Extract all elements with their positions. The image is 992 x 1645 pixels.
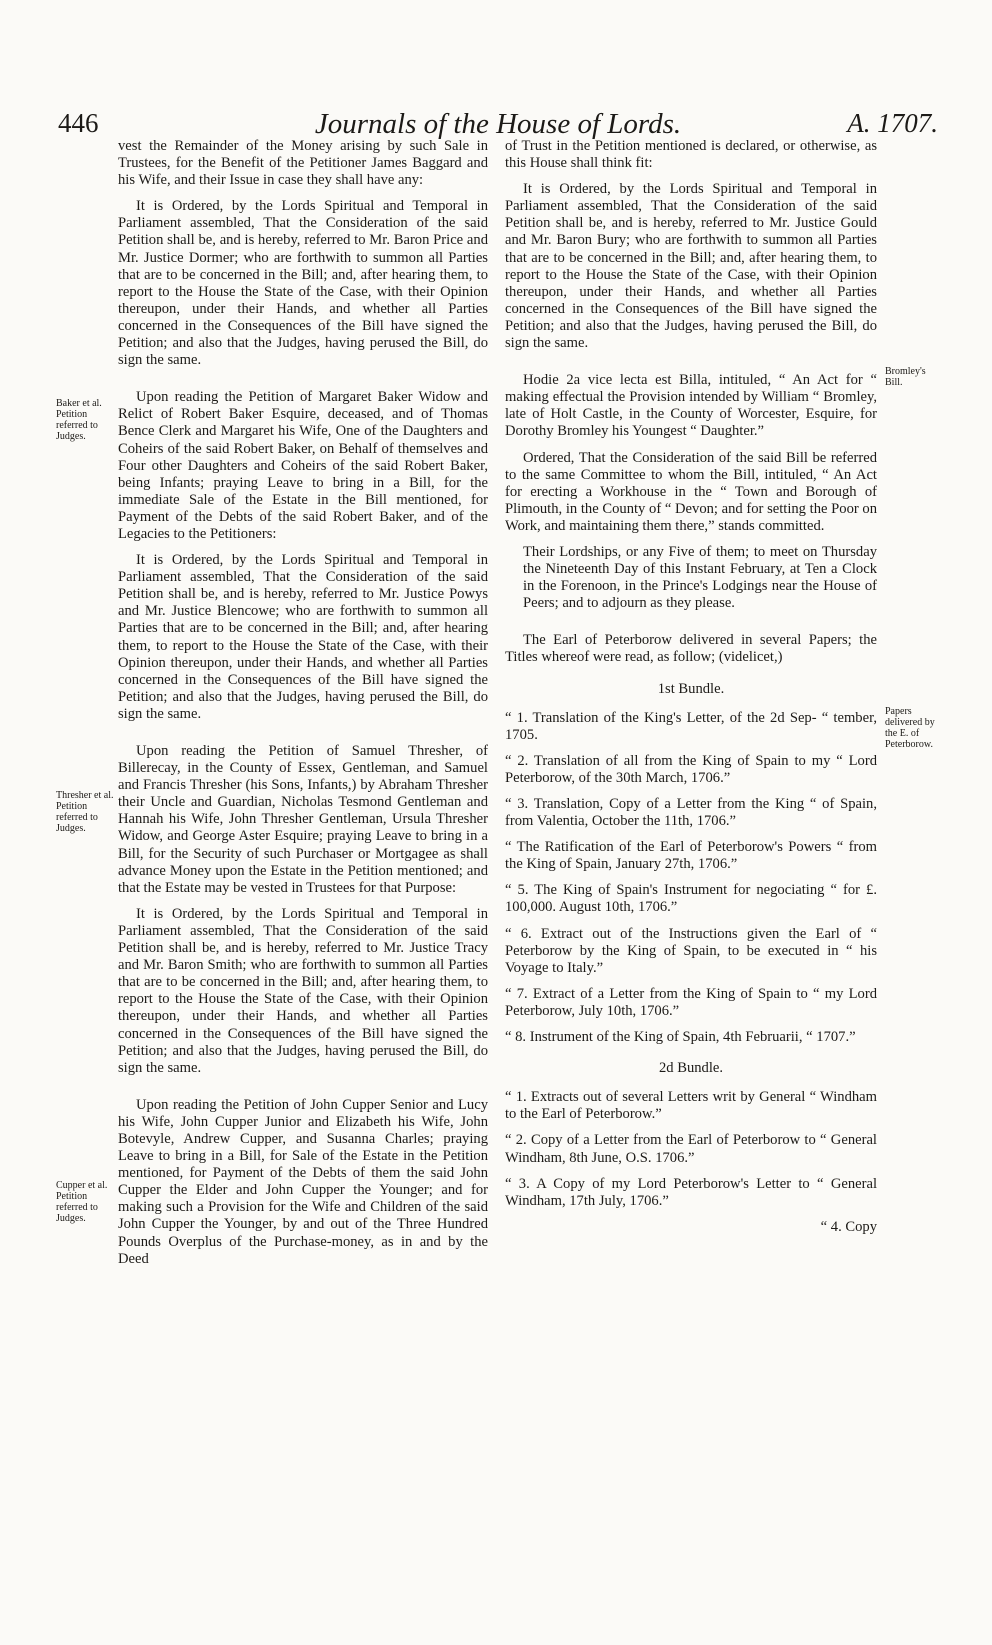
list-item: “ The Ratification of the Earl of Peterborow's Powers “ from the King of Spain, January 27th, 1706.” — [505, 839, 877, 873]
list-item: “ 3. Translation, Copy of a Letter from the King “ of Spain, from Valentia, October the 11th, 1706.” — [505, 796, 877, 830]
list-item: “ 8. Instrument of the King of Spain, 4th Februarii, “ 1707.” — [505, 1029, 856, 1046]
right-column — [505, 138, 877, 1236]
page-title: Journals of the House of Lords. — [314, 108, 682, 140]
margin-note-thresher: Thresher et al. Petition referred to Judges. — [56, 790, 114, 834]
list-item: “ 3. A Copy of my Lord Peterborow's Letter to “ General Windham, 17th July, 1706.” — [505, 1175, 877, 1209]
petition-paragraph: Upon reading the Petition of John Cupper Senior and Lucy his Wife, John Cupper Junior and Elizabeth his Wife, John Botevyle, Andrew Cupper, and Susanna Charles; praying Leave to bring in a Bill, for Sale of the Estate in the Petition mentioned, for Payment of the Debts of them the said John Cupper the Elder and John Cupper the Younger; and for making such a Provision for the Wife and Children of the said John Cupper the Younger, by and out of the Three Hundred Pounds Overplus of the Purchase-money, as in and by the Deed — [118, 1096, 488, 1267]
bundle-2-list — [505, 1089, 877, 1210]
catchword: “ 4. Copy — [820, 1218, 877, 1235]
list-item: “ 1. Translation of the King's Letter, of the 2d Sep- “ tember, 1705. — [505, 709, 877, 743]
order-paragraph: It is Ordered, by the Lords Spiritual and Temporal in Parliament assembled, That the Consideration of the said Petition shall be, and is hereby, referred to Mr. Justice Gould and Mr. Baron Bury; who are forthwith to summon all Parties that are to be concerned in the Bill; and, after hearing them, to report to the House the State of the Case, with their Opinion thereupon, under their Hands, and whether all Parties concerned in the Consequences of the Bill have signed the Petition; and also that the Judges, having perused the Bill, do sign the same. — [505, 181, 877, 352]
page-number: 446 — [58, 108, 99, 138]
order-paragraph: It is Ordered, by the Lords Spiritual and Temporal in Parliament assembled, That the Consideration of the said Petition shall be, and is hereby, referred to Mr. Justice Powys and Mr. Justice Blencowe; who are forthwith to summon all Parties that are to be concerned in the Bill; and, after hearing them, to report to the House the State of the Case, with their Opinion thereupon, under their Hands, and whether all Parties concerned in the Consequences of the Bill have signed the Petition; and also that the Judges, having perused the Bill, do sign the same. — [118, 552, 488, 722]
committee-paragraph: Their Lordships, or any Five of them; to meet on Thursday the Nineteenth Day of this Instant February, at Ten a Clock in the Forenoon, in the Prince's Lodgings near the House of Peers; and to adjourn as they please. — [523, 543, 877, 612]
paragraph: of Trust in the Petition mentioned is declared, or otherwise, as this House shall think fit: — [505, 138, 877, 172]
petition-paragraph: Upon reading the Petition of Margaret Baker Widow and Relict of Robert Baker Esquire, deceased, and of Thomas Bence Clerk and Margaret his Wife, One of the Daughters and Coheirs of the said Robert Baker, on Behalf of themselves and Four other Daughters and Coheirs of the said Robert Baker, being Infants; praying Leave to bring in a Bill, for the immediate Sale of the Estate in the Bill mentioned, for Payment of the Debts of the said Robert Baker, and of the Legacies to the Petitioners: — [118, 389, 488, 542]
bill-reading-paragraph: Hodie 2a vice lecta est Billa, intituled, “ An Act for “ making effectual the Provision intended by William “ Bromley, late of Holt Castle, in the County of Worcester, Esquire, for Dorothy Bromley his Youngest “ Daughter.” — [505, 372, 877, 440]
list-item: “ 6. Extract out of the Instructions given the Earl of “ Peterborow by the King of Spain, to be executed in “ his Voyage to Italy.” — [505, 925, 877, 976]
page-year: A. 1707. — [847, 108, 938, 138]
list-item: “ 1. Extracts out of several Letters writ by General “ Windham to the Earl of Peterborow.” — [505, 1089, 877, 1123]
left-column — [118, 138, 488, 1277]
papers-paragraph: The Earl of Peterborow delivered in several Papers; the Titles whereof were read, as follow; (videlicet,) — [505, 632, 877, 666]
margin-note-baker: Baker et al. Petition referred to Judges. — [56, 398, 102, 442]
paragraph: vest the Remainder of the Money arising by such Sale in Trustees, for the Benefit of the Petitioner James Baggard and his Wife, and their Issue in case they shall have any: — [118, 138, 488, 189]
order-paragraph: It is Ordered, by the Lords Spiritual and Temporal in Parliament assembled, That the Consideration of the said Petition shall be, and is hereby, referred to Mr. Baron Price and Mr. Justice Dormer; who are forthwith to summon all Parties that are to be concerned in the Bill; and, after hearing them, to report to the House the State of the Case, with their Opinion thereupon, under their Hands, and whether all Parties concerned in the Consequences of the Bill have signed the Petition; and also that the Judges, having perused the Bill, do sign the same. — [118, 198, 488, 369]
order-paragraph: Ordered, That the Consideration of the said Bill be referred to the same Committee to whom the Bill, intituled, “ An Act for erecting a Workhouse in the “ Town and Borough of Plimouth, in the County of “ Devon; and for setting the Poor on Work, and maintaining them there,” stands committed. — [505, 449, 877, 534]
margin-note-papers: Papers delivered by the E. of Peterborow. — [885, 706, 935, 750]
list-item: “ 5. The King of Spain's Instrument for negociating “ for £. 100,000. August 10th, 1706.” — [505, 882, 877, 916]
list-item: “ 2. Copy of a Letter from the Earl of Peterborow to “ General Windham, 8th June, O.S. 1706.” — [505, 1132, 877, 1166]
bundle-heading: 2d Bundle. — [658, 1060, 724, 1077]
margin-note-cupper: Cupper et al. Petition referred to Judges. — [56, 1180, 108, 1224]
petition-paragraph: Upon reading the Petition of Samuel Thresher, of Billerecay, in the County of Essex, Gentleman, and Samuel and Francis Thresher (his Sons, Infants,) by Abraham Thresher their Uncle and Guardian, Nicholas Tesmond Gentleman and Hannah his Wife, John Thresher Gentleman, Ursula Thresher Widow, and George Aster Esquire; praying Leave to bring in a Bill, for the Security of such Purchaser or Mortgagee as shall advance Money upon the Estate in the Petition mentioned; and that the Estate may be vested in Trustees for that Purpose: — [118, 743, 488, 896]
margin-note-bromley: Bromley's Bill. — [885, 366, 926, 388]
bundle-heading: 1st Bundle. — [657, 680, 725, 697]
order-paragraph: It is Ordered, by the Lords Spiritual and Temporal in Parliament assembled, That the Consideration of the said Petition shall be, and is hereby, referred to Mr. Justice Tracy and Mr. Baron Smith; who are forthwith to summon all Parties that are to be concerned in the Bill; and, after hearing them, to report to the House the State of the Case, with their Opinion thereupon, under their Hands, and whether all Parties concerned in the Consequences of the Bill have signed the Petition; and also that the Judges, having perused the Bill, do sign the same. — [118, 905, 488, 1076]
list-item: “ 7. Extract of a Letter from the King of Spain to “ my Lord Peterborow, July 10th, 1706.” — [505, 985, 877, 1019]
list-item: “ 2. Translation of all from the King of Spain to my “ Lord Peterborow, of the 30th March, 1706.” — [505, 752, 877, 786]
bundle-1-list — [505, 710, 877, 1047]
